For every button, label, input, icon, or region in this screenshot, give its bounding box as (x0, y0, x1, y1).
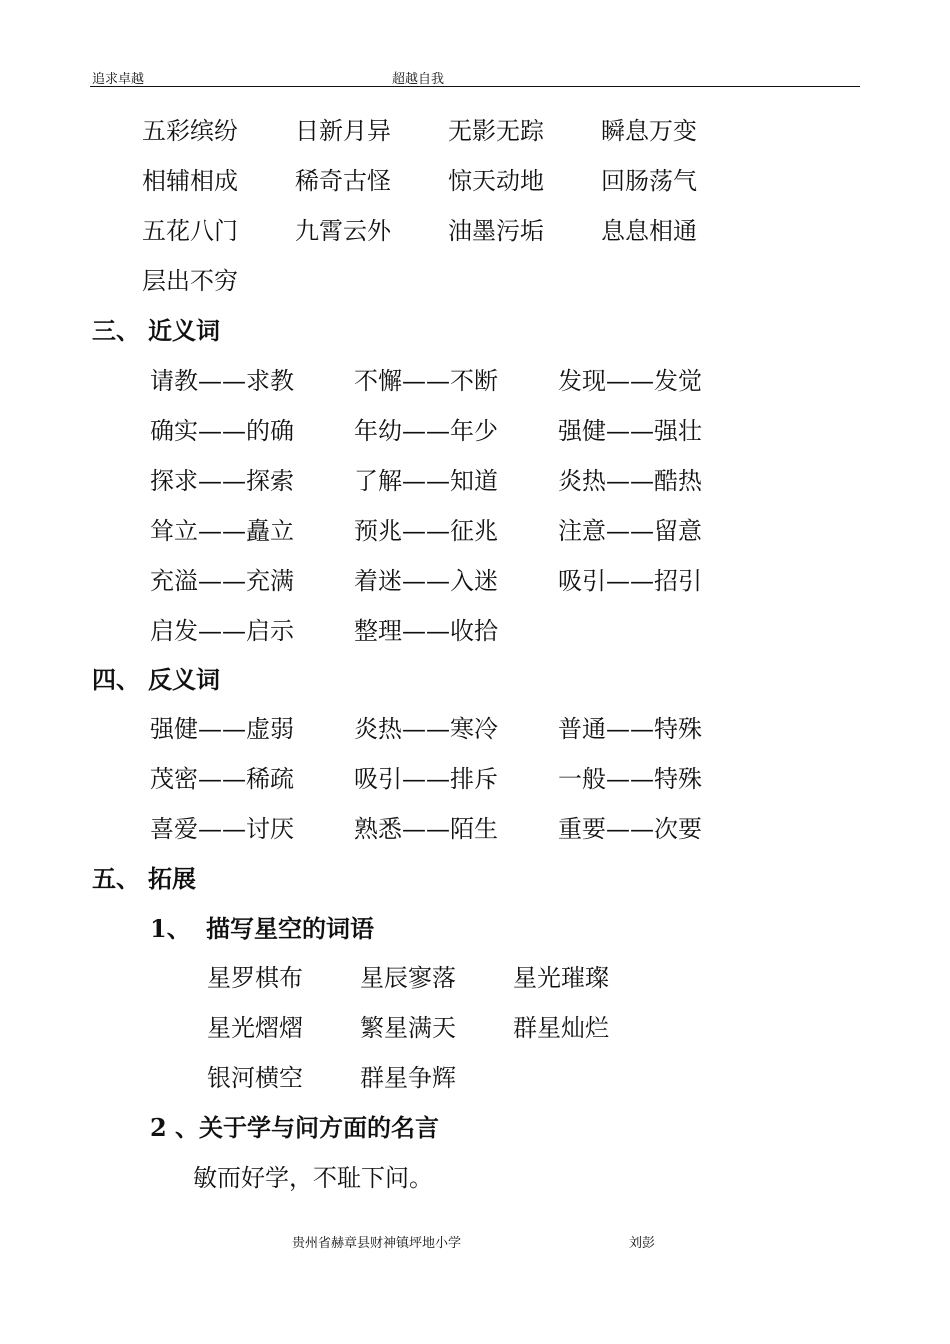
idiom-item: 层出不穷 (142, 267, 238, 295)
antonym-pair: 吸引——排斥 (354, 765, 498, 793)
idiom-item: 稀奇古怪 (295, 167, 391, 195)
subsection-number: 1、 (150, 914, 191, 943)
idiom-row (142, 111, 842, 147)
section-number: 四、 (92, 665, 140, 694)
synonym-pair: 确实——的确 (150, 417, 294, 445)
synonym-pair: 不懈——不断 (354, 367, 498, 395)
synonym-pair: 发现——发觉 (558, 367, 702, 395)
footer-school: 贵州省赫章县财神镇坪地小学 (292, 1236, 462, 1251)
idiom-item: 惊天动地 (448, 167, 544, 195)
antonym-pair: 普通——特殊 (558, 715, 702, 743)
antonym-pair: 茂密——稀疏 (150, 765, 294, 793)
synonym-pair: 请教——求教 (150, 367, 294, 395)
subsection-title: 2 、关于学与问方面的名言 (150, 1113, 440, 1142)
synonym-pair: 炎热——酷热 (558, 467, 702, 495)
section-title: 反义词 (148, 665, 220, 694)
idiom-item: 五彩缤纷 (142, 117, 238, 145)
idiom-item: 无影无踪 (448, 117, 544, 145)
star-word-item: 群星灿烂 (513, 1014, 609, 1042)
footer-author: 刘彭 (629, 1236, 656, 1251)
star-word-item: 星光璀璨 (513, 964, 609, 992)
synonym-row (150, 561, 830, 597)
idiom-item: 相辅相成 (142, 167, 238, 195)
synonym-pair: 探求——探索 (150, 467, 294, 495)
quote-text: 敏而好学，不耻下问。 (193, 1164, 433, 1192)
antonym-pair: 炎热——寒冷 (354, 715, 498, 743)
synonym-pair: 了解——知道 (354, 467, 498, 495)
idiom-item: 日新月异 (295, 117, 391, 145)
header-left-text: 追求卓越 (92, 72, 145, 87)
antonym-pair: 重要——次要 (558, 815, 702, 843)
idiom-item: 息息相通 (601, 217, 697, 245)
star-word-item: 星罗棋布 (207, 964, 303, 992)
idiom-item: 瞬息万变 (601, 117, 697, 145)
antonym-row (150, 809, 830, 845)
antonym-pair: 熟悉——陌生 (354, 815, 498, 843)
synonym-pair: 整理——收拾 (354, 617, 498, 645)
antonym-row (150, 709, 830, 745)
star-word-item: 星辰寥落 (360, 964, 456, 992)
idiom-item: 油墨污垢 (448, 217, 544, 245)
idiom-item: 回肠荡气 (601, 167, 697, 195)
synonym-row (150, 511, 830, 547)
idiom-item: 五花八门 (142, 217, 238, 245)
antonym-pair: 一般——特殊 (558, 765, 702, 793)
synonym-row (150, 611, 830, 647)
synonym-pair: 注意——留意 (558, 517, 702, 545)
section-number: 五、 (92, 864, 140, 893)
synonym-pair: 充溢——充满 (150, 567, 294, 595)
synonym-row (150, 411, 830, 447)
synonym-pair: 吸引——招引 (558, 567, 702, 595)
synonym-pair: 预兆——征兆 (354, 517, 498, 545)
header-middle-text: 超越自我 (392, 72, 445, 87)
idiom-item: 九霄云外 (295, 217, 391, 245)
idiom-row (142, 261, 842, 297)
synonym-pair: 耸立——矗立 (150, 517, 294, 545)
section-title: 近义词 (148, 316, 220, 345)
star-word-item: 银河横空 (207, 1064, 303, 1092)
subsection-title: 描写星空的词语 (206, 914, 374, 943)
star-word-item: 群星争辉 (360, 1064, 456, 1092)
star-word-item: 星光熠熠 (207, 1014, 303, 1042)
star-word-row (207, 1058, 727, 1094)
synonym-pair: 强健——强壮 (558, 417, 702, 445)
idiom-row (142, 211, 842, 247)
antonym-row (150, 759, 830, 795)
synonym-pair: 启发——启示 (150, 617, 294, 645)
star-word-row (207, 958, 727, 994)
idiom-row (142, 161, 842, 197)
antonym-pair: 强健——虚弱 (150, 715, 294, 743)
section-number: 三、 (92, 316, 140, 345)
synonym-row (150, 461, 830, 497)
synonym-pair: 着迷——入迷 (354, 567, 498, 595)
synonym-row (150, 361, 830, 397)
antonym-pair: 喜爱——讨厌 (150, 815, 294, 843)
synonym-pair: 年幼——年少 (354, 417, 498, 445)
star-word-row (207, 1008, 727, 1044)
star-word-item: 繁星满天 (360, 1014, 456, 1042)
header-rule (90, 86, 860, 87)
section-title: 拓展 (148, 864, 196, 893)
